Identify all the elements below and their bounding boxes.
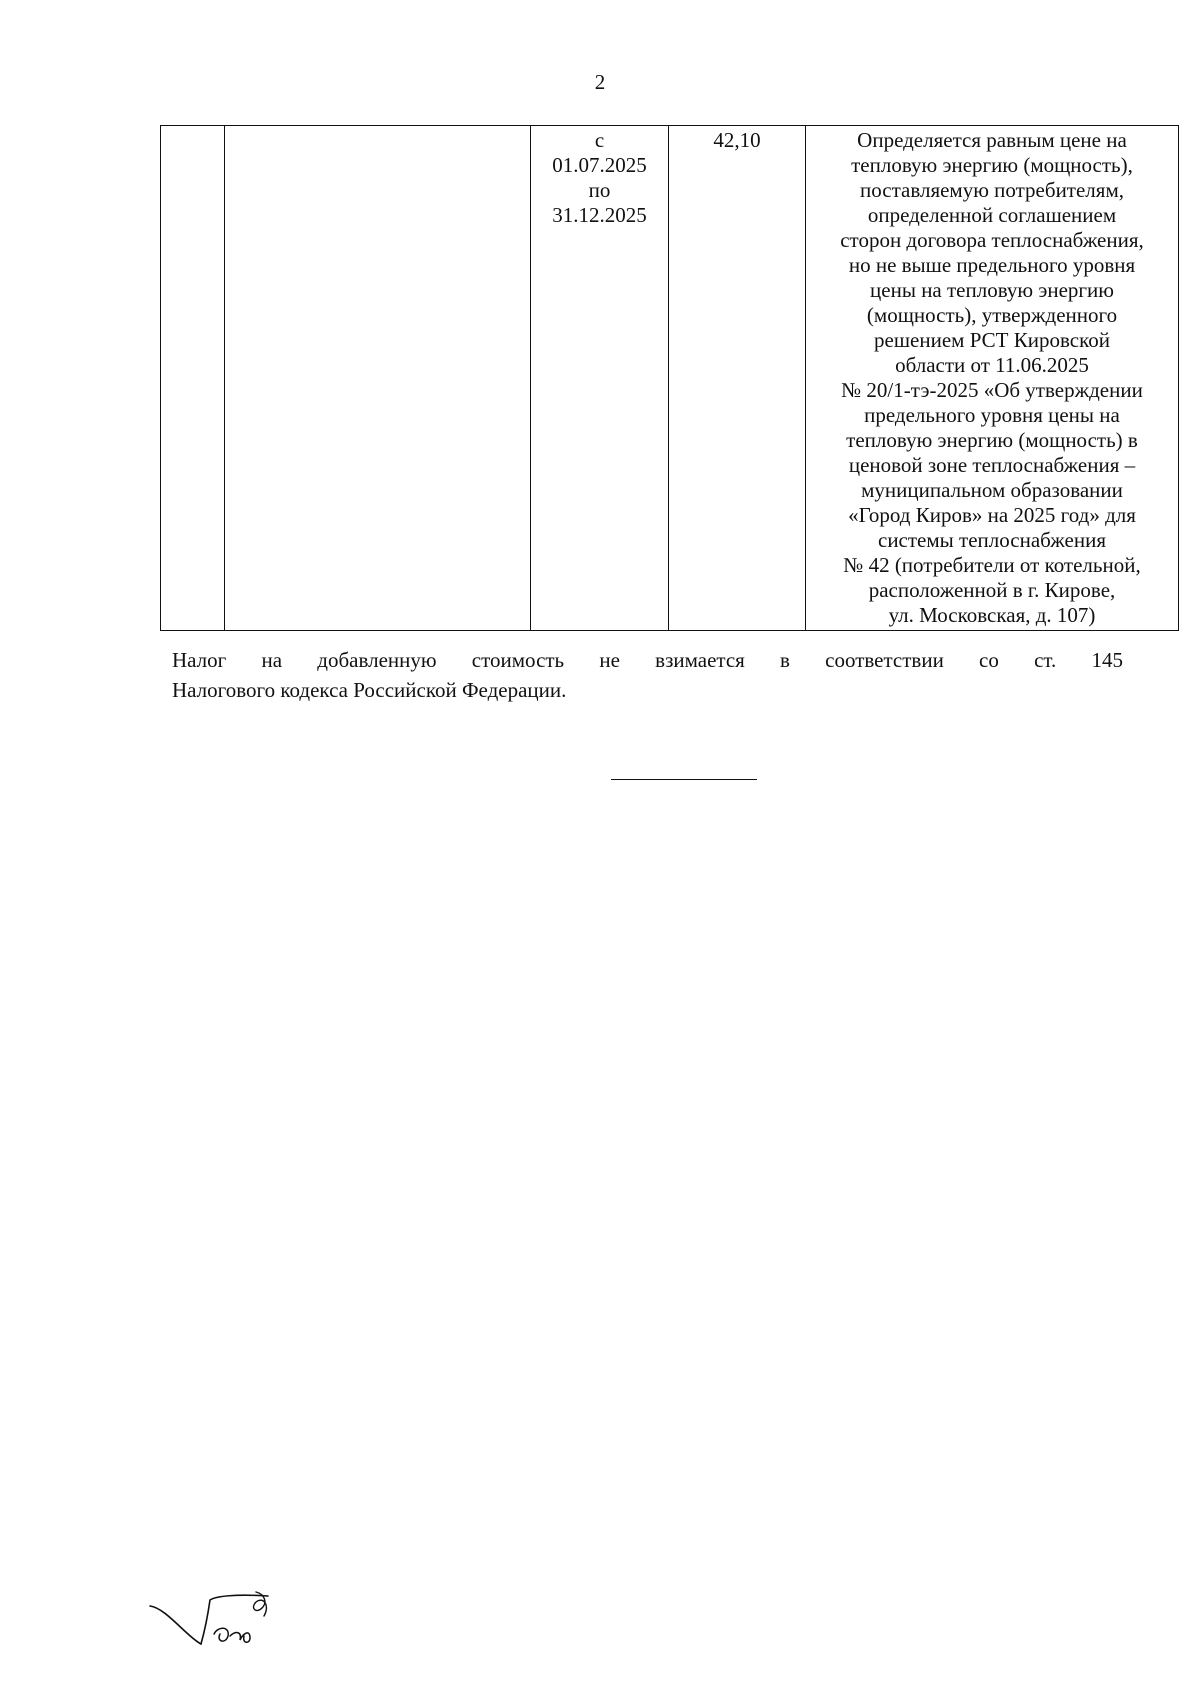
period-line: 01.07.2025	[552, 153, 647, 177]
note-line: ценовой зоне теплоснабжения –	[848, 453, 1136, 477]
note-line: тепловую энергию (мощность) в	[846, 428, 1138, 452]
note-line: тепловую энергию (мощность),	[851, 153, 1133, 177]
signature-mark	[146, 1586, 276, 1656]
cell-price: 42,10	[669, 126, 806, 631]
note-line: Определяется равным цене на	[857, 128, 1127, 152]
page-number: 2	[594, 70, 606, 94]
cell-name	[225, 126, 531, 631]
period-line: 31.12.2025	[552, 203, 647, 227]
note-line: цены на тепловую энергию	[870, 278, 1114, 302]
note-line: муниципальном образовании	[861, 478, 1123, 502]
note-line: области от 11.06.2025	[895, 353, 1089, 377]
tax-note-line-1: Налог на добавленную стоимость не взимается в соответствии со ст. 145	[172, 648, 1123, 672]
note-line: системы теплоснабжения	[878, 528, 1106, 552]
note-line: ул. Московская, д. 107)	[888, 603, 1096, 627]
cell-note	[806, 126, 1179, 631]
note-line: (мощность), утвержденного	[866, 303, 1118, 327]
note-line: поставляемую потребителям,	[860, 178, 1124, 202]
period-line: с	[594, 128, 605, 152]
end-divider	[611, 779, 757, 780]
tax-note-line-2: Налогового кодекса Российской Федерации.	[172, 678, 567, 702]
note-line: расположенной в г. Кирове,	[868, 578, 1116, 602]
table-row	[161, 126, 1179, 631]
note-line: но не выше предельного уровня	[848, 253, 1136, 277]
note-line: предельного уровня цены на	[864, 403, 1120, 427]
note-line: «Город Киров» на 2025 год» для	[848, 503, 1136, 527]
note-line: № 42 (потребители от котельной,	[843, 553, 1141, 577]
period-line: по	[588, 178, 611, 202]
cell-period	[531, 126, 669, 631]
note-line: решением РСТ Кировской	[874, 328, 1110, 352]
note-line: № 20/1-тэ-2025 «Об утверждении	[841, 378, 1143, 402]
note-line: определенной соглашением	[867, 203, 1117, 227]
cell-number	[161, 126, 225, 631]
tariff-table	[160, 125, 1179, 631]
note-line: сторон договора теплоснабжения,	[840, 228, 1144, 252]
